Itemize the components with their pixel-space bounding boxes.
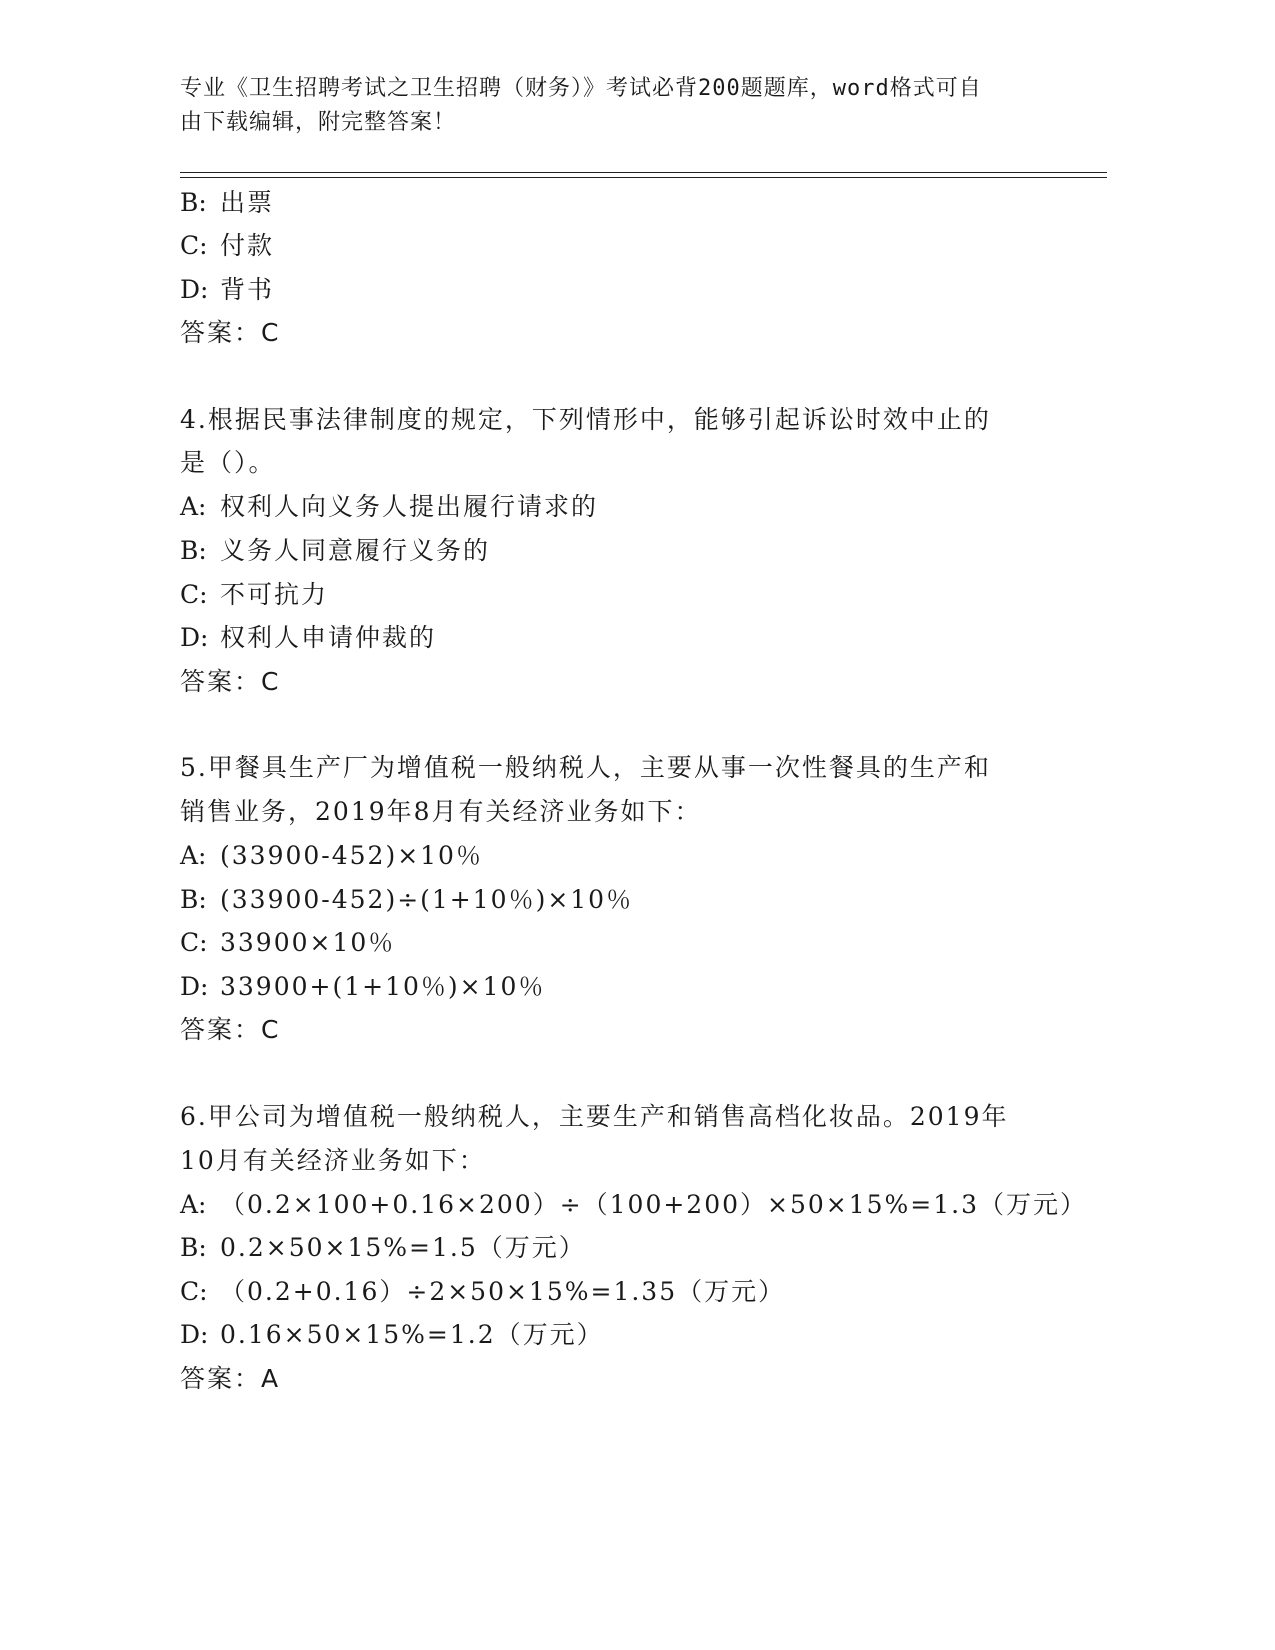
- option-label: D:: [180, 1320, 209, 1349]
- q4-stem-line-1: 4.根据民事法律制度的规定，下列情形中，能够引起诉讼时效中止的: [180, 405, 991, 434]
- option-label: B:: [180, 885, 207, 914]
- q5-option-c: [180, 928, 395, 958]
- option-text: 权利人申请仲裁的: [220, 623, 437, 652]
- option-text: 背书: [220, 275, 275, 304]
- q5-option-b: [180, 885, 633, 915]
- q5-stem-line-2: 销售业务，2019年8月有关经济业务如下：: [180, 797, 702, 826]
- option-label: D:: [180, 623, 209, 652]
- q6-answer: 答案：A: [180, 1364, 281, 1393]
- option-text: 出票: [220, 188, 275, 217]
- option-label: B:: [180, 1233, 207, 1262]
- option-text: 义务人同意履行义务的: [220, 536, 491, 565]
- header-line-1: 专业《卫生招聘考试之卫生招聘（财务）》考试必背200题题库，word格式可自: [180, 76, 982, 101]
- q4-option-d: [180, 623, 436, 653]
- option-label: D:: [180, 275, 209, 304]
- q5-answer: 答案：C: [180, 1015, 281, 1044]
- q6-option-a: [180, 1190, 1087, 1220]
- option-text: 33900×10％: [220, 928, 396, 957]
- option-label: B:: [180, 536, 207, 565]
- option-label: A:: [180, 841, 207, 870]
- option-text: (33900-452)÷(1+10％)×10％: [220, 885, 634, 914]
- q6-option-d: [180, 1320, 604, 1350]
- option-text: (33900-452)×10％: [220, 841, 483, 870]
- option-text: 权利人向义务人提出履行请求的: [220, 492, 599, 521]
- option-text: 不可抗力: [220, 580, 329, 609]
- q4-answer: 答案：C: [180, 667, 281, 696]
- q3-option-d: [180, 275, 274, 305]
- option-text: （0.2+0.16）÷2×50×15%=1.35（万元）: [220, 1277, 786, 1306]
- option-label: C:: [180, 928, 208, 957]
- option-label: C:: [180, 1277, 208, 1306]
- header-divider-top: [180, 172, 1107, 173]
- q4-stem-line-2: 是（）。: [180, 448, 276, 477]
- document-header: [180, 72, 1040, 140]
- q6-stem-line-1: 6.甲公司为增值税一般纳税人，主要生产和销售高档化妆品。2019年: [180, 1102, 1009, 1131]
- q6-stem-line-2: 10月有关经济业务如下：: [180, 1146, 486, 1175]
- q3-option-b: [180, 188, 274, 218]
- option-label: D:: [180, 972, 209, 1001]
- q5-stem-line-1: 5.甲餐具生产厂为增值税一般纳税人，主要从事一次性餐具的生产和: [180, 753, 991, 782]
- header-divider-bottom: [180, 177, 1107, 178]
- q6-option-b: [180, 1233, 586, 1263]
- q5-option-d: [180, 972, 545, 1002]
- q3-answer: 答案：C: [180, 318, 281, 347]
- q5-option-a: [180, 841, 483, 871]
- q3-option-c: [180, 231, 274, 261]
- header-line-2: 由下载编辑，附完整答案！: [180, 110, 457, 135]
- option-label: C:: [180, 231, 208, 260]
- option-text: 付款: [220, 231, 275, 260]
- option-text: 33900+(1+10％)×10％: [220, 972, 546, 1001]
- option-text: 0.2×50×15%=1.5（万元）: [220, 1233, 586, 1262]
- option-label: B:: [180, 188, 207, 217]
- q4-option-b: [180, 536, 490, 566]
- option-label: C:: [180, 580, 208, 609]
- option-text: （0.2×100+0.16×200）÷（100+200）×50×15%=1.3（万元）: [220, 1190, 1088, 1219]
- option-text: 0.16×50×15%=1.2（万元）: [220, 1320, 604, 1349]
- q4-option-a: [180, 492, 598, 522]
- option-label: A:: [180, 1190, 207, 1219]
- q6-option-c: [180, 1277, 785, 1307]
- q4-option-c: [180, 580, 328, 610]
- option-label: A:: [180, 492, 207, 521]
